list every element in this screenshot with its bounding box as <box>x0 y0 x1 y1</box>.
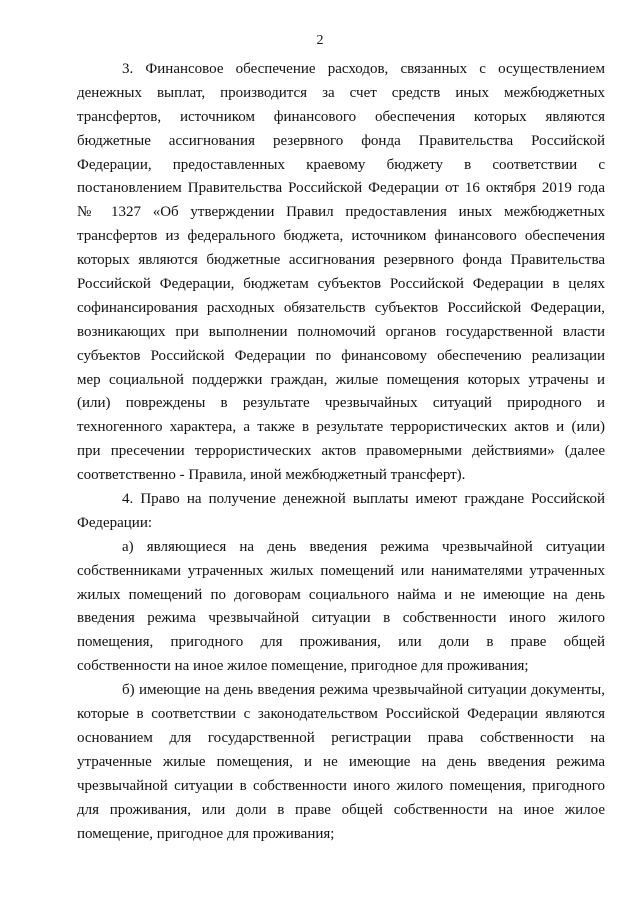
text-line: техногенного характера, а также в результате террористических актов и (или) <box>77 419 605 436</box>
text-line: помещения, пригодного для проживания, или доли в праве общей <box>77 634 605 651</box>
text-line: Федерации, предоставленных краевому бюджету в соответствии с <box>77 156 605 173</box>
text-line: постановлением Правительства Российской Федерации от 16 октября 2019 года <box>77 180 605 197</box>
document-body <box>77 58 605 846</box>
text-line: при пресечении террористических актов правомерными действиями» (далее <box>77 443 605 460</box>
text-line: 3. Финансовое обеспечение расходов, связанных с осуществлением <box>122 61 605 77</box>
page-number: 2 <box>316 33 324 48</box>
text-line: соответственно - Правила, иной межбюджетный трансферт). <box>77 467 466 484</box>
text-line: трансфертов из федерального бюджета, источником финансового обеспечения <box>77 228 605 245</box>
text-line: 4. Право на получение денежной выплаты имеют граждане Российской <box>122 491 605 508</box>
text-line: трансфертов, источником финансового обеспечения которых являются <box>77 108 605 125</box>
text-line: (или) повреждены в результате чрезвычайных ситуаций природного и <box>77 395 605 412</box>
text-line: чрезвычайной ситуации в собственности иного жилого помещения, пригодного <box>77 777 605 794</box>
text-line: Российской Федерации, бюджетам субъектов Российской Федерации в целях <box>77 276 605 293</box>
text-line: софинансирования расходных обязательств субъектов Российской Федерации, <box>77 299 605 316</box>
text-line: мер социальной поддержки граждан, жилые помещения которых утрачены и <box>77 371 605 388</box>
text-line: которые в соответствии с законодательством Российской Федерации являются <box>77 706 605 723</box>
subparagraph-item-a <box>77 536 605 679</box>
text-line: для проживания, или доли в праве общей собственности на иное жилое <box>77 801 605 818</box>
paragraph-item-4 <box>77 488 605 536</box>
text-line: утраченные жилые помещения, и не имеющие на день введения режима <box>77 753 605 770</box>
text-line: № 1327 «Об утверждении Правил предоставления иных межбюджетных <box>77 204 605 221</box>
text-line: бюджетные ассигнования резервного фонда Правительства Российской <box>77 132 605 149</box>
text-line: собственниками утраченных жилых помещений или нанимателями утраченных <box>77 562 605 579</box>
paragraph-item-3 <box>77 58 605 488</box>
text-line: возникающих при выполнении полномочий органов государственной власти <box>77 323 605 340</box>
subparagraph-item-b <box>77 679 605 846</box>
text-line: денежных выплат, производится за счет средств иных межбюджетных <box>77 84 605 101</box>
text-line: б) имеющие на день введения режима чрезвычайной ситуации документы, <box>122 682 605 699</box>
text-line: жилых помещений по договорам социального найма и не имеющие на день <box>77 586 605 603</box>
text-line: основанием для государственной регистрации права собственности на <box>77 729 605 746</box>
text-line: введения режима чрезвычайной ситуации в собственности иного жилого <box>77 610 605 627</box>
text-line: собственности на иное жилое помещение, пригодное для проживания; <box>77 658 529 675</box>
text-line: Федерации: <box>77 514 153 531</box>
text-line: помещение, пригодное для проживания; <box>77 825 335 842</box>
text-line: которых являются бюджетные ассигнования резервного фонда Правительства <box>77 252 605 269</box>
text-line: а) являющиеся на день введения режима чрезвычайной ситуации <box>122 538 605 555</box>
text-line: субъектов Российской Федерации по финансовому обеспечению реализации <box>77 347 605 364</box>
